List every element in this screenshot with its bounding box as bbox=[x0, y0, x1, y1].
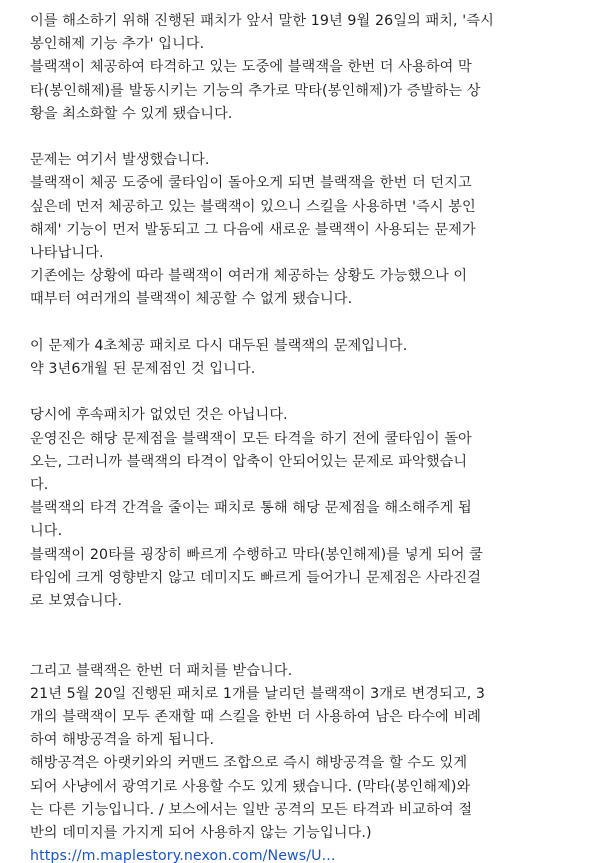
text-line: 운영진은 해당 문제점을 블랙잭이 모든 타격을 하기 전에 쿨타임이 돌아 bbox=[30, 430, 472, 447]
text-line: 싶은데 먼저 체공하고 있는 블랙잭이 있으니 스킬을 사용하면 '즉시 봉인 bbox=[30, 198, 476, 215]
text-line: 개의 블랙잭이 모두 존재할 때 스킬을 한번 더 사용하여 남은 타수에 비례 bbox=[30, 709, 482, 726]
text-line: 이 문제가 4초체공 패치로 다시 대두된 블랙잭의 문제입니다. bbox=[30, 337, 408, 354]
paragraph-patch-intro bbox=[30, 10, 590, 126]
text-line: 그리고 블랙잭은 한번 더 패치를 받습니다. bbox=[30, 662, 293, 679]
paragraph-spacer bbox=[30, 613, 590, 659]
text-line: 블랙잭의 타격 간격을 줄이는 패치로 통해 해당 문제점을 해소해주게 됩 bbox=[30, 500, 472, 517]
paragraph-spacer bbox=[30, 126, 590, 149]
text-line: 봉인해제 기능 추가' 입니다. bbox=[30, 36, 205, 53]
paragraph-summary bbox=[30, 335, 590, 381]
paragraph-follow-up bbox=[30, 404, 590, 613]
text-line: 로 보였습니다. bbox=[30, 593, 123, 610]
text-line: 해방공격은 아랫키와의 커맨드 조합으로 즉시 해방공격을 할 수도 있게 bbox=[30, 755, 468, 772]
text-line: 는 다른 기능입니다. / 보스에서는 일반 공격의 모든 타격과 비교하여 절 bbox=[30, 801, 473, 818]
text-line: 당시에 후속패치가 없었던 것은 아닙니다. bbox=[30, 407, 288, 424]
text-line: 타(봉인해제)를 발동시키는 기능의 추가로 막타(봉인해제)가 증발하는 상 bbox=[30, 82, 481, 99]
text-line: 문제는 여기서 발생했습니다. bbox=[30, 152, 210, 169]
text-line: 황을 최소화할 수 있게 됐습니다. bbox=[30, 105, 233, 122]
paragraph-second-patch bbox=[30, 660, 590, 846]
text-line: 때부터 여러개의 블랙잭이 체공할 수 없게 됐습니다. bbox=[30, 291, 353, 308]
source-link[interactable]: https://m.maplestory.nexon.com/News/U... bbox=[30, 848, 336, 863]
text-line: 블랙잭이 체공하여 타격하고 있는 도중에 블랙잭을 한번 더 사용하여 막 bbox=[30, 59, 472, 76]
text-line: 이를 해소하기 위해 진행된 패치가 앞서 말한 19년 9월 26일의 패치, '즉시 bbox=[30, 13, 494, 29]
text-line: 블랙잭이 체공 도중에 쿨타임이 돌아오게 되면 블랙잭을 한번 더 던지고 bbox=[30, 175, 472, 192]
text-line: 타임에 크게 영향받지 않고 데미지도 빠르게 들어가니 문제점은 사라진걸 bbox=[30, 569, 482, 586]
text-line: 오는, 그러니까 블랙잭의 타격이 압축이 안되어있는 문제로 파악했습니 bbox=[30, 453, 468, 470]
text-line: 다. bbox=[30, 477, 49, 494]
text-line: 니다. bbox=[30, 523, 63, 540]
text-line: 기존에는 상황에 따라 블랙잭이 여러개 체공하는 상황도 가능했으나 이 bbox=[30, 268, 468, 285]
text-line: 해제' 기능이 먼저 발동되고 그 다음에 새로운 블랙잭이 사용되는 문제가 bbox=[30, 221, 476, 238]
text-line: 21년 5월 20일 진행된 패치로 1개를 날리던 블랙잭이 3개로 변경되고, 3 bbox=[30, 685, 486, 702]
paragraph-spacer bbox=[30, 381, 590, 404]
text-line: 약 3년6개월 된 문제점인 것 입니다. bbox=[30, 361, 256, 378]
text-line: 반의 데미지를 가지게 되어 사용하지 않는 기능입니다.) bbox=[30, 825, 372, 842]
article-body bbox=[30, 10, 590, 863]
text-line: 되어 사냥에서 광역기로 사용할 수도 있게 됐습니다. (막타(봉인해제)와 bbox=[30, 778, 471, 795]
text-line: 하여 해방공격을 하게 됩니다. bbox=[30, 732, 215, 749]
paragraph-spacer bbox=[30, 312, 590, 335]
text-line: 블랙잭이 20타를 굉장히 빠르게 수행하고 막타(봉인해제)를 넣게 되어 쿨 bbox=[30, 546, 483, 563]
paragraph-problem bbox=[30, 149, 590, 311]
text-line: 나타납니다. bbox=[30, 245, 104, 262]
